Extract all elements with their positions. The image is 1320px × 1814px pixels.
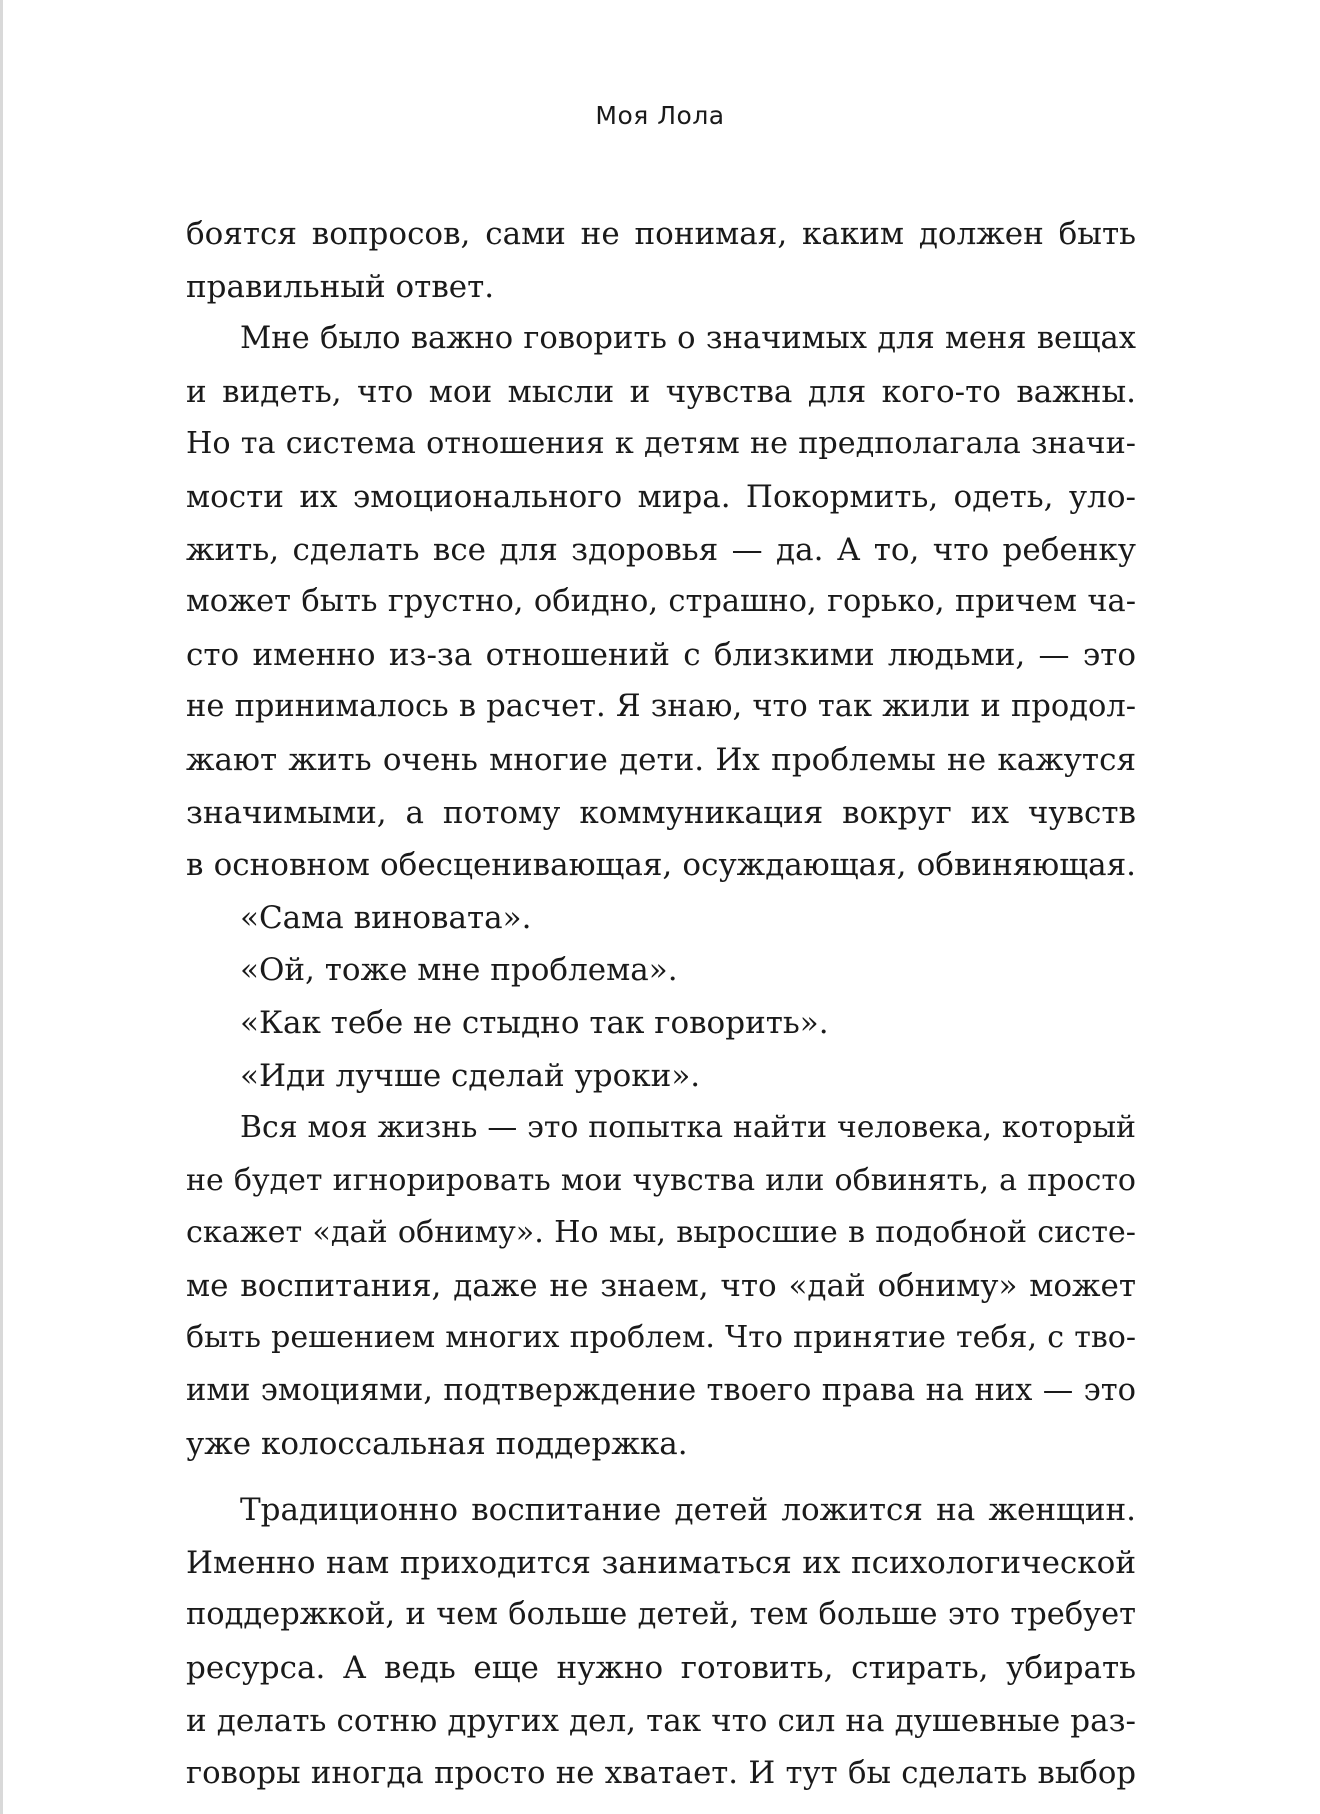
text-line: и делать сотню других дел, так что сил на душевные раз- xyxy=(186,1702,1136,1739)
text-line: может быть грустно, обидно, страшно, горько, причем ча- xyxy=(186,584,1136,620)
text-line: значимыми, а потому коммуникация вокруг их чувств xyxy=(186,794,1136,831)
text-line: в основном обесценивающая, осуждающая, обвиняющая. xyxy=(186,847,1136,884)
text-line: жить, сделать все для здоровья — да. А то, что ребенку xyxy=(186,531,1136,568)
text-line: поддержкой, и чем больше детей, тем больше это требует xyxy=(186,1597,1136,1633)
text-line: говоры иногда просто не хватает. И тут бы сделать выбор xyxy=(186,1755,1136,1792)
text-line: «Сама виновата». xyxy=(240,899,532,936)
text-line: не будет игнорировать мои чувства или обвинять, а просто xyxy=(186,1162,1136,1198)
text-line: ме воспитания, даже не знаем, что «дай обниму» может xyxy=(186,1267,1136,1304)
text-line: сто именно из-за отношений с близкими людьми, — это xyxy=(186,636,1136,673)
text-line: боятся вопросов, сами не понимая, каким должен быть xyxy=(186,216,1136,252)
text-line: быть решением многих проблем. Что принятие тебя, с тво- xyxy=(186,1320,1136,1356)
text-line: не принималось в расчет. Я знаю, что так жили и продол- xyxy=(186,689,1136,725)
text-line: скажет «дай обниму». Но мы, выросшие в подобной систе- xyxy=(186,1215,1136,1251)
text-line: мости их эмоционального мира. Покормить, одеть, уло- xyxy=(186,478,1136,515)
text-line: жают жить очень многие дети. Их проблемы не кажутся xyxy=(186,741,1136,778)
text-line: уже колоссальная поддержка. xyxy=(186,1425,688,1462)
running-head: Моя Лола xyxy=(595,101,725,130)
page-edge-line xyxy=(0,0,3,1814)
text-line: Но та система отношения к детям не предполагала значи- xyxy=(186,426,1136,462)
text-line: Вся моя жизнь — это попытка найти человека, который xyxy=(240,1110,1136,1146)
text-line: Традиционно воспитание детей ложится на женщин. xyxy=(240,1492,1136,1529)
text-line: Именно нам приходится заниматься их психологической xyxy=(186,1544,1136,1581)
text-line: ресурса. А ведь еще нужно готовить, стирать, убирать xyxy=(186,1650,1136,1687)
body-text xyxy=(186,208,1136,1800)
text-line: «Ой, тоже мне проблема». xyxy=(240,952,678,989)
text-line: ими эмоциями, подтверждение твоего права на них — это xyxy=(186,1373,1136,1409)
text-line: «Как тебе не стыдно так говорить». xyxy=(240,1004,829,1041)
text-line: «Иди лучше сделай уроки». xyxy=(240,1057,701,1094)
text-line: правильный ответ. xyxy=(186,268,495,305)
text-line: и видеть, что мои мысли и чувства для кого-то важны. xyxy=(186,373,1136,410)
text-line: Мне было важно говорить о значимых для меня вещах xyxy=(240,321,1136,357)
